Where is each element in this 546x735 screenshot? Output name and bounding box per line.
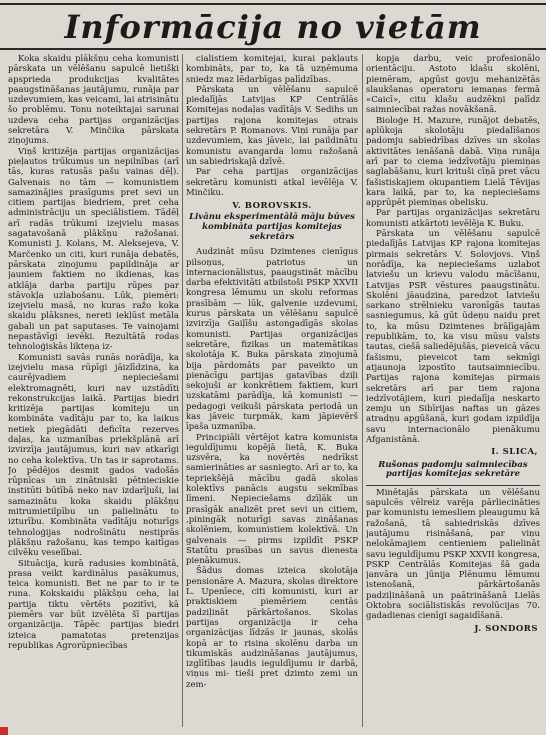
top-rule	[0, 3, 546, 5]
paragraph: Situācija, kurā radusies kombinātā, prasa veikt kardinālus pasākumus, teica komunisti. Bet ne par to ir te runa. Kokskaidu plākšņu ceha, lai partija tiktu vērtēts pozitīvi, kā piemērs var būt izvēlēta šī partijas organizācija. Tāpēc partijas biedri izteica pamatotas pretenzijas republikas Agrorūpniecības	[8, 558, 179, 651]
paragraph: Viņš kritizēja partijas organizācijas pieļautos trūkumus un nepilnības (arī tās, kuras ratusās pašu vainas dēļ). Galvenais no tām — komunistiem samazinājies prasīgums pret sevi un citiem partijas biedriem, pret ceha administrāciju un speciālistiem. Tādēļ arī radās trūkumi izejvielu masas sagatavošanā plākšņu ražošanai. Komunisti J. Kolans, M. Aleksejeva, V. Marčenko un citi, kuri runāja debatēs, pārskata ziņojumu papildināja ar jauniem faktiem no ikdienas, kas atklāja darba partiju rūpes par stāvokļa uzlabošanu. Lūk, piemēri: izejvielu masā, no kuras ražo koka skaidu plāksnes, nereti iekļūst metāla gabali un pat saputases. Te vainojami nepastāvīgi ievēki. Rezultātā rodas tehnoloģiskās likteņa iz-	[8, 146, 179, 353]
author-title: Livānu eksperimentālā māju būves kombināta partijas komitejas sekretārs	[189, 212, 355, 242]
author-signature: I. SLICA,	[491, 447, 538, 458]
paragraph: Komunisti savās runās norādīja, ka izejvielu masa rūpīgi jāizlīdzina, ka caurējvadiem nepieciešami elektromagnēti, kuri nav uzstādīti rekonstrukcijas laikā. Partijas biedri kritizēja partijas komiteju un kombināta vadītāju par to, ka laikus netiek piegādāti deficīta rezerves daļas, ka uzmanības priekšplānā arī izvirzīja jautājumus, kuri nav atkarīgi no ceha kolektīva. Un tas ir saprotams. Jo pēdējos desmit gados vadošās rūpnīcas un zinātniski pētnieciskie institūti būtībā neko nav izdarījuši, lai samazinātu koka skaidu plākšņu mitrumietilpību un palielinātu to izturību. Kombināta vadītāju noturīgs tehnoloģijas nodrošinātu nestiprās plākšņu ražošanu, kas tempo kaitīgas cilvēku veselībai.	[8, 352, 179, 559]
headline: Informācija no vietām	[64, 8, 482, 46]
paragraph: Par partijas organizācijas sekretāru komunisti atkārtoti ievēlēja K. Buku.	[366, 208, 540, 229]
paragraph: cialistiem komitejai, kurai pakļauts kombināts, par to, ka tā uzņēmuma sniedz maz lēdarbīgas palīdzības.	[186, 54, 358, 85]
corner-mark	[0, 727, 8, 735]
section-rule	[366, 485, 540, 486]
headline-rule	[0, 48, 546, 50]
paragraph: Minētajās pārskata un vēlēšanu sapulcēs vēlreiz varēja pārliecināties par komunistu iemesliem pleaugumu kā ražošanā, tā sabiedriskās dzīves jautājumu risināšanā, par viņu nelokāmajiem centieniem palielināt savu ieguldījumu PSKP XXVII kongresa, PSKP Centrālās Komitejas šā gada janvāra un jūnija Plēnumu lēmumu istenošanā, pārkārtošanās padziļināšanā un paātrināšanā Lielās Oktobra sociālistiskās revolūcijas 70. gadadienas cienīgi sagaidīšanā.	[366, 487, 540, 622]
paragraph: Principiāli vērtējot katra komunista ieguldījumu kopējā lietā, K. Buka uzsvēra, ka novērtēs nedrīkst samierināties ar sasniegto. Arī ar to, ka tepriekšējā mācību gadā skolas kolektīvs panācis augstu sekmības līmeni. Nepieciešams dzīļāk un prasīgāk analizēt pret sevi un citiem, ‚piningāk noturīgi savas zināšanas skolēniem, komunistiem kolektīvā. Un galvenais — pirms izpildīt PSKP Statūtu prasības un savus dienesta pienākumus.	[186, 432, 358, 567]
paragraph: Pārskata un vēlēšanu sapulcē piedalījās Latvijas KP Centrālās Komitejas nodaļas vadītājs V. Sedihs un partijas rajona komitejas otrais sekretārs P. Romanovs. Viņi runāja par uzdevumiem, kas jāveic, lai paildinātu komunistu avangarda lomu ražošanā un sabiedriskajā dzīvē.	[186, 84, 358, 167]
column-divider	[182, 54, 183, 727]
column-1	[8, 54, 179, 727]
paragraph: Pārskata un vēlēšanu sapulcē piedalījās Latvijas KP rajona komitejas pirmais sekretārs V. Solovjovs. Viņš norādīja, ka nepieciešams uzlabot latviešu un krievu valodu mācīšanu, Latvijas PSR vēstures paaugstinātu. Skolēni jāaudzina, paredzot latviešu sarkano strēlnieku varonīgās tautas sasniegumus, kā gūt ūdeņu naidu pret to, ka mūsu Dzimtenes brāļīgajām republikām, to, ka visu mūsu valsts tautas, ciešā saliedējušās, pieveicā vācu fašismu, pieveicot tam sekmīgi atjaunoja izpostīto tautsaimniecību. Partijas rajona komitejas pirmais sekretārs arī par tiem rajona iedzīvotājiem, kuri piedalīja neskarto zemju un Sibīrijas naftas un gāzes atradņu apgūšanā, kuri godam izpildīja savu internacionālo pienākumu Afganistānā.	[366, 229, 540, 445]
column-2	[186, 54, 358, 727]
column-3	[366, 54, 540, 727]
author-title: Rušonas padomju saimniecības partijas komitejas sekretāre	[378, 459, 528, 480]
paragraph: Šādus domas izteica skolotāja pensionāre A. Mazura, skolas direktore L. Upenīece, citi komunisti, kuri ar praktiskiem piemēriem centās padziļināt pārkārtošanos. Skolas partijas organizācija ir ceha organizācijas līdzās ir jaunas, skolās kopā ar to risina skolēnu darba un tikumiskās audzināšanas jautājumus, izglītības ļaudis ieguldījumu ir darbā, viņus mi- tieši pret dzimto zemi un zem-	[186, 566, 358, 690]
paragraph: Par ceha partijas organizācijas sekretāru komunisti atkal ievēlēja V. Minčiku.	[186, 167, 358, 198]
paragraph: Audzināt mūsu Dzimtenes cienīgus pilsoņus, patriotus un internacionālistus, paaugstināt mācību darba efektivitāti atbilstoši PSKP XXVII kongresa lēmumu un skolu reformas prasībām — lūk, galvenie uzdevumi, kurus pārskata un vēlēšanu sapulcē izvirzīja Gaiļīšu astongadīgās skolas komunisti. Partijas organizācijas sekretāre, fizikas un matemātikas skolotāja K. Buka pārskata ziņojumā bija pārdomāts par paveikto un pienācīgu partijas gatavības dziļi sekojuši ar konkrētiem faktiem, kuri uzskatāmi parādīja, kā komunisti — pedagogi veikuši pārskata periodā un kas jāveic turpmāk, kam jāpievērš īpaša uzmanība.	[186, 247, 358, 433]
paragraph: kopja darbu, veic profesionālo orientāciju. Astoto klašu skolēni, piemēram, apgūst govju mehanizētās slaukšanas operatoru iemaņas fermā «Caicī», citu klašu audzēkņi palīdz saimniecībai ražas novākšanā.	[366, 54, 540, 116]
paragraph: Koka skaidu plākšņu ceha komunisti pārskata un vēlēšanu sapulcē lietišķi apsprieda produkcijas kvalitātes paaugstināšanas jautājumu, runāja par uzdevumiem, kas veicami, lai atrisinātu šo problēmu. Tonu noteiktajai sarunai uzdeva ceha partijas organizācijas sekretāra V. Minčika pārskata ziņojums.	[8, 54, 179, 147]
author-signature: V. BOROVSKIS.	[232, 201, 312, 212]
paragraph: Bioloģe H. Mazure, runājot debatēs, aplūkoja skolotāju piedalīšanos padomju sabiedrības dzīves un skolas aktivitātes ienāšanā dabā. Viņa runāja arī par to ciema iedzīvotāju piemiņas saglabāšanu, kuri krituši cīņā pret vācu fašistiskajiem okupantiem Lielā Tēvijas kara laikā, par to, ka nepieciešams apprūpēt piemiņas obelisku.	[366, 115, 540, 209]
author-signature: J. SONDORS	[474, 623, 538, 634]
column-divider	[362, 54, 363, 727]
